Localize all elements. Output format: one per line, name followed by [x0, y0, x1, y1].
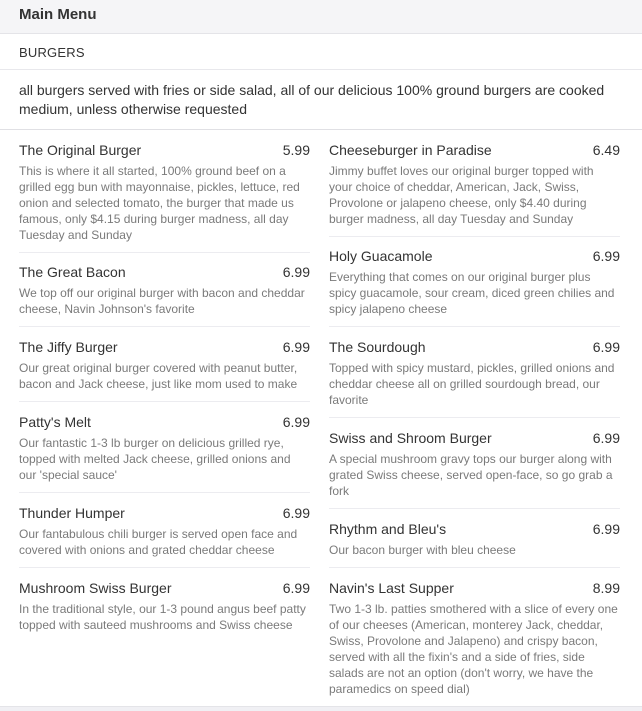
item-description: Our fantastic 1-3 lb burger on delicious grilled rye, topped with melted Jack cheese, grilled onions and our 'special sauce' [19, 436, 291, 482]
menu-header [0, 0, 642, 34]
divider [329, 236, 620, 237]
item-price: 6.99 [282, 580, 310, 596]
item-description: Two 1-3 lb. patties smothered with a slice of every one of our cheeses (American, monterey Jack, cheddar, Swiss, Provolone and Jalapeno) and crispy bacon, served with all the fixin's and a side of fries, side salads are not an option (don't worry, we have the paramedics on speed dial) [329, 602, 618, 696]
divider [19, 401, 310, 402]
menu-item [329, 339, 620, 408]
menu-item [19, 580, 310, 633]
item-price: 8.99 [592, 580, 620, 596]
item-description: Our bacon burger with bleu cheese [329, 543, 516, 557]
item-name: Rhythm and Bleu's [329, 521, 447, 537]
item-price: 6.99 [282, 264, 310, 280]
menu-item [19, 264, 310, 317]
divider [19, 567, 310, 568]
item-name: Cheeseburger in Paradise [329, 142, 492, 158]
item-price: 6.99 [592, 521, 620, 537]
menu-item [329, 521, 620, 558]
menu-item [19, 142, 310, 243]
item-name: Swiss and Shroom Burger [329, 430, 492, 446]
item-description: This is where it all started, 100% ground beef on a grilled egg bun with mayonnaise, pickles, lettuce, red onion and selected tomato, the burger that made us famous, only $4.15 during burger madness, all day Tuesday and Sunday [19, 164, 300, 242]
item-price: 6.99 [592, 248, 620, 264]
menu-item [329, 142, 620, 227]
item-price: 6.99 [282, 414, 310, 430]
divider [329, 417, 620, 418]
item-description: We top off our original burger with bacon and cheddar cheese, Navin Johnson's favorite [19, 286, 305, 316]
item-description: Our fantabulous chili burger is served open face and covered with onions and grated cheddar cheese [19, 527, 298, 557]
divider [19, 492, 310, 493]
menu-item [329, 248, 620, 317]
item-price: 6.99 [282, 339, 310, 355]
section-title: BURGERS [19, 45, 85, 60]
item-price: 6.49 [592, 142, 620, 158]
item-price: 6.99 [282, 505, 310, 521]
item-price: 5.99 [282, 142, 310, 158]
item-name: Navin's Last Supper [329, 580, 454, 596]
divider [329, 508, 620, 509]
item-description: A special mushroom gravy tops our burger along with grated Swiss cheese, served open-face, so go grab a fork [329, 452, 613, 498]
section-header [0, 34, 642, 70]
item-name: Mushroom Swiss Burger [19, 580, 172, 596]
menu-item [329, 580, 620, 697]
item-name: The Jiffy Burger [19, 339, 118, 355]
item-price: 6.99 [592, 339, 620, 355]
item-name: The Sourdough [329, 339, 426, 355]
item-price: 6.99 [592, 430, 620, 446]
section-intro: all burgers served with fries or side salad, all of our delicious 100% ground burgers are cooked medium, unless otherwise requested [0, 70, 642, 130]
item-description: Topped with spicy mustard, pickles, grilled onions and cheddar cheese all on grilled sourdough bread, our favorite [329, 361, 615, 407]
menu-item [19, 414, 310, 483]
divider [19, 252, 310, 253]
item-description: Jimmy buffet loves our original burger topped with your choice of cheddar, American, Jack, Swiss, Provolone or jalapeno cheese, only $4.40 during burger madness, all day Tuesday and Sunday [329, 164, 594, 226]
item-name: Holy Guacamole [329, 248, 433, 264]
item-name: The Original Burger [19, 142, 142, 158]
menu-item [329, 430, 620, 499]
menu-item [19, 505, 310, 558]
page-title: Main Menu [19, 6, 97, 23]
item-description: Everything that comes on our original burger plus spicy guacamole, sour cream, diced green chilies and spicy jalapeno cheese [329, 270, 615, 316]
item-name: The Great Bacon [19, 264, 126, 280]
item-description: In the traditional style, our 1-3 pound angus beef patty topped with sauteed mushrooms and Swiss cheese [19, 602, 306, 632]
divider [329, 326, 620, 327]
divider [329, 567, 620, 568]
menu-item [19, 339, 310, 392]
item-description: Our great original burger covered with peanut butter, bacon and Jack cheese, just like mom used to make [19, 361, 298, 391]
item-name: Thunder Humper [19, 505, 125, 521]
divider [19, 326, 310, 327]
item-name: Patty's Melt [19, 414, 91, 430]
bottom-rule [0, 706, 642, 711]
